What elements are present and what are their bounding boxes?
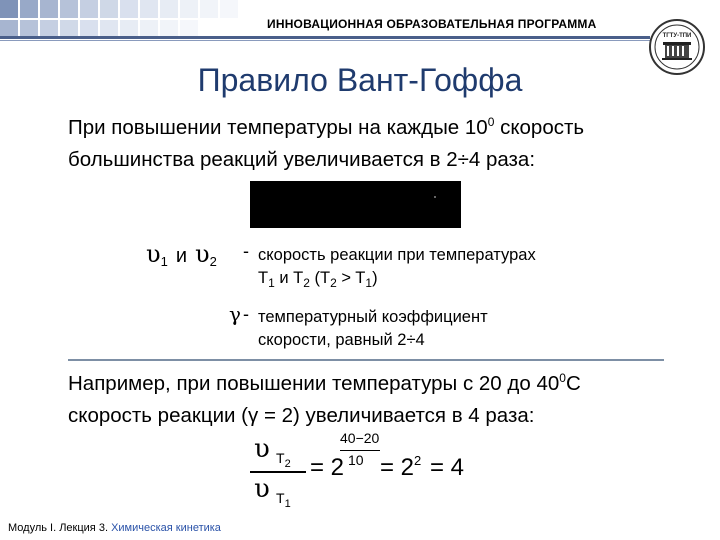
section-separator xyxy=(68,359,664,361)
header-divider xyxy=(0,36,650,39)
header-divider-thin xyxy=(0,40,650,41)
definition-dash-2: - xyxy=(243,304,249,324)
example-paragraph xyxy=(68,369,581,431)
numerator-velocity: υ xyxy=(254,434,270,464)
svg-text:ТГТУ-ТПИ: ТГТУ-ТПИ xyxy=(662,33,692,39)
denominator-velocity: υ xyxy=(254,474,270,504)
velocity-symbols: $\upsilon_1$ и $\upsilon_2$ xyxy=(146,240,217,269)
numerator-sub: $T_2$ xyxy=(276,450,291,470)
slide-title: Правило Вант-Гоффа xyxy=(197,62,523,98)
equals-two-squared: = $2^2$ xyxy=(380,453,422,481)
formula-image-redacted xyxy=(250,181,461,228)
exponent-bar xyxy=(340,450,380,451)
intro-line-2: большинства реакций увеличивается в 2÷4 раза: xyxy=(68,148,536,171)
example-line-2: скорость реакции (γ = 2) увеличивается в 4 раза: xyxy=(68,404,535,427)
example-line-1: Например, при повышении температуры с 20 до $40^0С$ xyxy=(68,371,581,395)
footer: Модуль I. Лекция 3. Химическая кинетика xyxy=(8,522,221,534)
exponent-denominator: 10 xyxy=(348,452,364,468)
equals-four: = 4 xyxy=(430,454,465,481)
equals-two: = 2 xyxy=(310,454,345,481)
program-title: ИННОВАЦИОННАЯ ОБРАЗОВАТЕЛЬНАЯ ПРОГРАММА xyxy=(267,17,597,31)
intro-line-1: При повышении температуры на каждые $10^0$ скорость xyxy=(68,115,585,139)
ratio-formula xyxy=(244,428,474,508)
definition-2: температурный коэффициент скорости, равный 2÷4 xyxy=(258,308,488,349)
intro-paragraph xyxy=(68,113,584,175)
definition-1: скорость реакции при температурах $T_1$ и $T_2$ $(T_2 > T_1)$ xyxy=(258,246,536,290)
exponent-numerator: 40−20 xyxy=(340,430,380,446)
denominator-sub: $T_1$ xyxy=(276,490,291,510)
definition-dash-1: - xyxy=(243,241,249,261)
fraction-bar xyxy=(250,471,306,473)
gamma-symbol: γ xyxy=(229,302,241,326)
